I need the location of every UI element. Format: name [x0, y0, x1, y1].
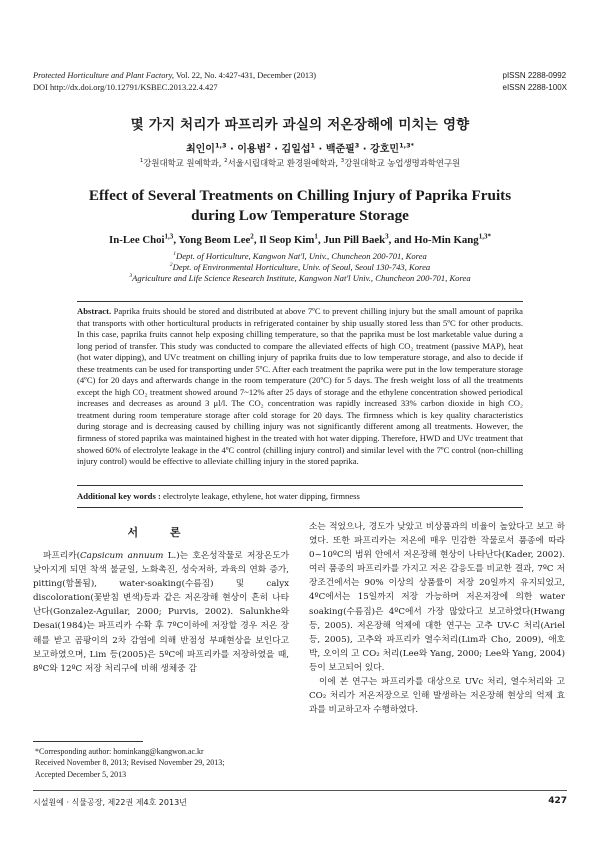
author-separator: ,: [253, 234, 260, 246]
issn-block: [503, 70, 568, 94]
received-date: Received November 8, 2013; Revised November 29, 2013;: [35, 758, 225, 768]
species-name: Capsicum annuum: [79, 551, 164, 561]
affil-text: 강원대학교 원예학과,: [143, 158, 225, 168]
affil-mark: 2: [169, 262, 173, 269]
affil-mark: 1: [173, 251, 177, 258]
affil-text: Dept. of Horticulture, Kangwon Nat'l, Univ., Chuncheon 200-701, Korea: [176, 251, 427, 261]
author-affil-mark: 2: [250, 232, 254, 241]
author-separator: ,: [173, 234, 179, 246]
affiliation-line: [0, 262, 600, 273]
eissn: eISSN 2288-100X: [502, 83, 567, 92]
author-affil-mark: 1: [310, 141, 316, 150]
affil-text: Agriculture and Life Science Research Institute, Kangwon Nat'l Univ., Chuncheon 200-701, Korea: [132, 273, 471, 283]
journal-header: [33, 70, 567, 96]
english-title: [0, 186, 600, 226]
keywords-bottom-rule: [77, 507, 523, 508]
doi-link[interactable]: DOI http://dx.doi.org/10.12791/KSBEC.2013.22.4.427: [33, 83, 218, 92]
author-separator: , and: [388, 234, 415, 246]
intro-paragraph-2: 이에 본 연구는 파프리카를 대상으로 UVc 처리, 열수처리와 고 CO₂ 처리가 저온저장으로 인해 발생하는 저온장해 현상의 억제 효과를 비교하고자 수행하였다.: [309, 677, 565, 716]
intro-paragraph-1-continued: 소는 적었으나, 경도가 낮았고 비상품과의 비율이 높았다고 보고 하였다. 또한 파프리카는 저온에 매우 민감한 작물로서 품종에 따라 0~10ºC의 범위 안에서 저온장해 현상이 나타난다(Kader, 2002). 여러 품종의 파프리카를 가지고 저온 감응도를 비교한 결과, 7ºC 저장조건에서는 90% 이상의 상품률이 저장 20일까지 유지되었고, 4ºC에서는 15일까지 저장 가능하며 저온저장에 의한 water soaking(수름짐)은 4ºC에서 가장 많았다고 보고하였다(Hwang 등, 2005). 저온장해 억제에 대한 연구는 고추 UV-C 처리(Ariel 등, 2005), 고추와 파프리카 열수처리(Lim과 Cho, 2009), 애호박, 오이의 고 CO₂ 처리(Lee와 Yang, 2000; Lee와 Yang, 2004) 등이 보고되어 있다.: [309, 522, 565, 673]
author-separator: ,: [317, 234, 324, 246]
author-affil-mark: 2: [266, 141, 271, 150]
author-affil-mark: 1,3*: [478, 232, 491, 241]
author-name: Yong Beom Lee: [178, 234, 251, 246]
footnote: [33, 746, 289, 780]
abstract-text: Paprika fruits should be stored and distributed at above 7ºC to prevent chilling injury but the small amount of paprika that transports with other horticultural products in refrigerated container by ship usually stored less than 5ºC for other products. In this case, paprika fruits cannot help exposing chilling temperature, so that the paprika must be lost marketable value during a long period of transfer. This study was conducted to compare the alleviated effects of high CO₂ treatment (passive MAP), heat (hot water dipping), and UVc treatment on chilling injury of paprika fruits due to low temperature storage, and also to decide if these treatments can be used for transporting under 5ºC. After each treatment the paprika were put in the low temperature storage (4ºC) for 20 days and afterwards change in the room temperature (20ºC) for 5 days. The fresh weight loss of all the treatments except the high CO₂ treatment showed around 7~12% after 25 days of storage and the ethylene concentration showed periodical increases and decreases as around 3 μl/l. The CO₂ concentration was rapidly increased 33% carbon dioxide in high CO₂ treatment during room temperature storage after cold storage for 20 days. The firmness which is key quality characteristics during storage and is decreasing caused by chilling injury was not significantly different among all treatments. However, the firmness of stored paprika was maintained highest in the treated with hot water dipping. Therefore, HWD and UVc treatment that showed 60% of electrolyte leakage in the 4ºC control (chilling injury control) and similar level with the 7ºC control (non-chilling injury control) would be effective to alleviate chilling injury in the stored paprika.: [77, 306, 523, 467]
abstract-bottom-rule: [77, 485, 523, 486]
korean-affiliations: [0, 157, 600, 169]
affil-text: Dept. of Environmental Horticulture, Univ. of Seoul, Seoul 130-743, Korea: [172, 262, 431, 272]
author-affil-mark: 1,3: [214, 141, 227, 150]
author-separator: ·: [270, 144, 282, 155]
author-separator: ·: [359, 144, 371, 155]
affil-mark: 2: [224, 158, 228, 165]
korean-authors: [0, 140, 600, 155]
affiliation-line: [0, 273, 600, 284]
body-column-left: [33, 549, 289, 676]
volume-citation: Vol. 22, No. 4:427-431, December (2013): [174, 71, 317, 80]
korean-title: 몇 가지 처리가 파프리카 과실의 저온장해에 미치는 영향: [130, 117, 470, 133]
affil-mark: 1: [139, 158, 144, 165]
author-affil-mark: 1,3*: [399, 141, 414, 150]
author-affil-mark: 1,3: [164, 232, 174, 241]
affil-text: 강원대학교 농업생명과학연구원: [344, 158, 461, 168]
author-name: In-Lee Choi: [109, 234, 165, 246]
intro-paragraph-1: 파프리카(Capsicum annuum L.)는 호온성작물로 저장온도가 낮아지게 되면 착색 불균일, 노화촉진, 성숙저하, 과육의 연화 증가, pitting(함몰됨), water-soaking(수름짐) 및 calyx discoloration(꽃받침 변색)등과 같은 저온장해 현상이 흔히 나타난다(Gonzalez-Aguilar, 2000; Purvis, 2002). Salunkhe와 Desai(1984)는 파프리카 수확 후 7ºC이하에 저장할 경우 저온 장해를 받고 곰팡이의 2차 감염에 의해 반점성 부패현상을 보인다고 보고하였으며, Lim 등(2005)은 5ºC에 파프리카를 저장하였을 때, 8ºC와 12ºC 저장 처리구에 비해 생체중 감: [33, 551, 289, 674]
affil-text: 서울시립대학교 환경원예학과,: [227, 158, 341, 168]
citation-block: [33, 70, 316, 94]
author-name: 김일섭: [281, 144, 311, 155]
affil-mark: 3: [340, 158, 345, 165]
body-column-right: [309, 520, 565, 717]
english-title-line-2: during Low Temperature Storage: [191, 207, 409, 224]
page-footer: [33, 797, 567, 808]
author-name: 강호민: [370, 144, 400, 155]
author-separator: ·: [315, 144, 326, 155]
english-title-line-1: Effect of Several Treatments on Chilling Injury of Paprika Fruits: [88, 187, 512, 204]
author-name: Ho-Min Kang: [414, 234, 479, 246]
affiliation-line: [0, 251, 600, 262]
abstract: [77, 306, 523, 468]
author-affil-mark: 3: [385, 232, 389, 241]
english-affiliations: [0, 251, 600, 284]
keywords-label: Additional key words :: [77, 491, 161, 501]
author-name: 최인이: [185, 144, 215, 155]
keywords: [77, 491, 523, 501]
keywords-text: electrolyte leakage, ethylene, hot water dipping, firmness: [160, 491, 360, 501]
section-heading-introduction: 서 론: [127, 526, 195, 539]
english-authors: [0, 234, 600, 246]
author-name: 이용범: [237, 144, 267, 155]
author-affil-mark: 1: [314, 232, 318, 241]
corresponding-author: *Corresponding author: hominkang@kangwon.ac.kr: [35, 747, 204, 756]
author-affil-mark: 3: [354, 141, 360, 150]
abstract-top-rule: [77, 301, 523, 302]
author-name: 백준필: [325, 144, 355, 155]
author-separator: ·: [226, 144, 238, 155]
author-name: Jun Pill Baek: [323, 234, 386, 246]
accepted-date: Accepted December 5, 2013: [35, 769, 127, 779]
footnote-rule: [33, 741, 143, 742]
page-number: 427: [548, 796, 567, 806]
abstract-label: Abstract.: [77, 306, 112, 316]
footer-rule: [33, 790, 567, 791]
journal-name: Protected Horticulture and Plant Factory,: [33, 71, 175, 80]
author-name: Il Seop Kim: [259, 234, 315, 246]
footer-journal: 시설원예 · 식물공장, 제22권 제4호 2013년: [33, 798, 187, 807]
pissn: pISSN 2288-0992: [502, 71, 567, 80]
affil-mark: 3: [129, 273, 133, 280]
